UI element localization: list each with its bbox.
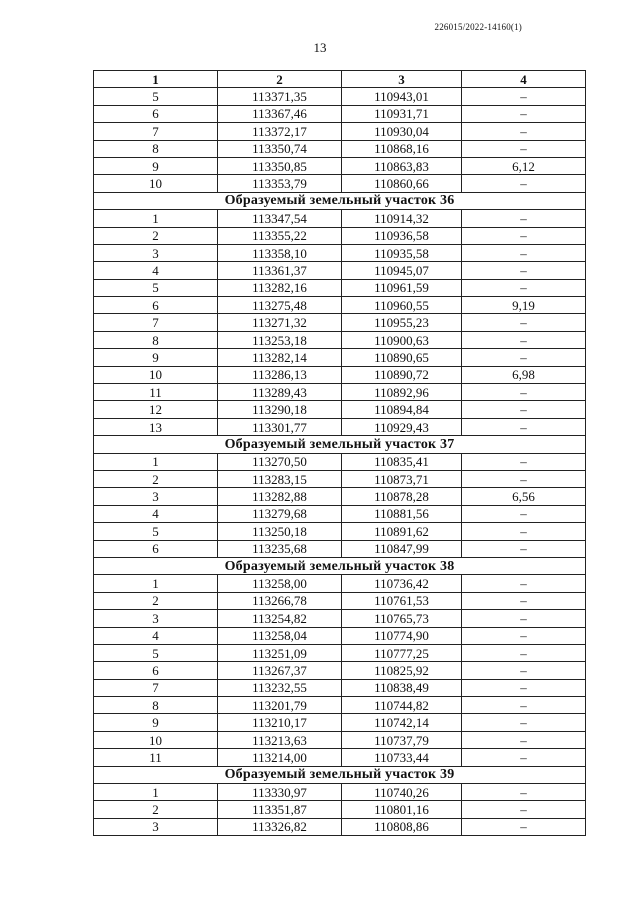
- table-row: [94, 210, 586, 227]
- point-number-cell: 10: [94, 731, 218, 748]
- radius-cell: –: [462, 749, 586, 766]
- y-coordinate-cell: 110765,73: [342, 610, 462, 627]
- table-row: [94, 470, 586, 487]
- point-number-cell: 6: [94, 540, 218, 557]
- table-row: [94, 679, 586, 696]
- radius-cell: –: [462, 453, 586, 470]
- page-number: 13: [313, 40, 327, 55]
- x-coordinate-cell: 113235,68: [218, 540, 342, 557]
- radius-cell: –: [462, 470, 586, 487]
- section-title: Образуемый земельный участок 39: [94, 766, 586, 783]
- table-row: [94, 697, 586, 714]
- radius-cell: –: [462, 662, 586, 679]
- point-number-cell: 5: [94, 644, 218, 661]
- point-number-cell: 1: [94, 575, 218, 592]
- y-coordinate-cell: 110740,26: [342, 784, 462, 801]
- radius-cell: 6,98: [462, 366, 586, 383]
- x-coordinate-cell: 113267,37: [218, 662, 342, 679]
- point-number-cell: 9: [94, 714, 218, 731]
- radius-cell: 9,19: [462, 297, 586, 314]
- radius-cell: –: [462, 262, 586, 279]
- point-number-cell: 6: [94, 105, 218, 122]
- point-number-cell: 11: [94, 384, 218, 401]
- radius-cell: –: [462, 818, 586, 835]
- header-cell-x: 2: [218, 71, 342, 88]
- table-row: [94, 784, 586, 801]
- radius-cell: –: [462, 227, 586, 244]
- point-number-cell: 7: [94, 123, 218, 140]
- table-row: [94, 366, 586, 383]
- y-coordinate-cell: 110744,82: [342, 697, 462, 714]
- point-number-cell: 10: [94, 175, 218, 192]
- y-coordinate-cell: 110808,86: [342, 818, 462, 835]
- point-number-cell: 9: [94, 349, 218, 366]
- point-number-cell: 3: [94, 488, 218, 505]
- table-row: [94, 123, 586, 140]
- point-number-cell: 4: [94, 627, 218, 644]
- point-number-cell: 1: [94, 784, 218, 801]
- section-title-row: [94, 436, 586, 453]
- x-coordinate-cell: 113290,18: [218, 401, 342, 418]
- table-header-row: [94, 71, 586, 88]
- point-number-cell: 8: [94, 331, 218, 348]
- table-row: [94, 505, 586, 522]
- radius-cell: –: [462, 210, 586, 227]
- table-row: [94, 818, 586, 835]
- point-number-cell: 2: [94, 227, 218, 244]
- x-coordinate-cell: 113270,50: [218, 453, 342, 470]
- point-number-cell: 5: [94, 88, 218, 105]
- radius-cell: –: [462, 401, 586, 418]
- table-row: [94, 331, 586, 348]
- x-coordinate-cell: 113301,77: [218, 418, 342, 435]
- y-coordinate-cell: 110891,62: [342, 523, 462, 540]
- radius-cell: –: [462, 610, 586, 627]
- table-row: [94, 297, 586, 314]
- x-coordinate-cell: 113282,16: [218, 279, 342, 296]
- table-row: [94, 418, 586, 435]
- x-coordinate-cell: 113355,22: [218, 227, 342, 244]
- y-coordinate-cell: 110835,41: [342, 453, 462, 470]
- table-row: [94, 488, 586, 505]
- y-coordinate-cell: 110878,28: [342, 488, 462, 505]
- radius-cell: –: [462, 714, 586, 731]
- point-number-cell: 2: [94, 592, 218, 609]
- radius-cell: –: [462, 523, 586, 540]
- x-coordinate-cell: 113271,32: [218, 314, 342, 331]
- radius-cell: –: [462, 314, 586, 331]
- point-number-cell: 3: [94, 610, 218, 627]
- x-coordinate-cell: 113251,09: [218, 644, 342, 661]
- y-coordinate-cell: 110943,01: [342, 88, 462, 105]
- radius-cell: –: [462, 418, 586, 435]
- point-number-cell: 2: [94, 801, 218, 818]
- table-row: [94, 175, 586, 192]
- radius-cell: –: [462, 679, 586, 696]
- point-number-cell: 13: [94, 418, 218, 435]
- point-number-cell: 1: [94, 210, 218, 227]
- table-row: [94, 279, 586, 296]
- x-coordinate-cell: 113283,15: [218, 470, 342, 487]
- header-cell-y: 3: [342, 71, 462, 88]
- table-row: [94, 262, 586, 279]
- x-coordinate-cell: 113367,46: [218, 105, 342, 122]
- point-number-cell: 2: [94, 470, 218, 487]
- radius-cell: –: [462, 105, 586, 122]
- radius-cell: –: [462, 88, 586, 105]
- table-row: [94, 314, 586, 331]
- x-coordinate-cell: 113250,18: [218, 523, 342, 540]
- table-body: [94, 88, 586, 836]
- point-number-cell: 9: [94, 157, 218, 174]
- y-coordinate-cell: 110825,92: [342, 662, 462, 679]
- radius-cell: –: [462, 505, 586, 522]
- table-row: [94, 540, 586, 557]
- coordinates-table: [93, 70, 586, 836]
- table-row: [94, 105, 586, 122]
- table-row: [94, 749, 586, 766]
- table-row: [94, 627, 586, 644]
- radius-cell: –: [462, 540, 586, 557]
- y-coordinate-cell: 110847,99: [342, 540, 462, 557]
- x-coordinate-cell: 113258,00: [218, 575, 342, 592]
- y-coordinate-cell: 110733,44: [342, 749, 462, 766]
- x-coordinate-cell: 113275,48: [218, 297, 342, 314]
- radius-cell: 6,12: [462, 157, 586, 174]
- radius-cell: –: [462, 731, 586, 748]
- y-coordinate-cell: 110868,16: [342, 140, 462, 157]
- point-number-cell: 3: [94, 818, 218, 835]
- radius-cell: –: [462, 384, 586, 401]
- table-row: [94, 714, 586, 731]
- y-coordinate-cell: 110935,58: [342, 244, 462, 261]
- radius-cell: –: [462, 801, 586, 818]
- table-row: [94, 401, 586, 418]
- y-coordinate-cell: 110960,55: [342, 297, 462, 314]
- table-row: [94, 453, 586, 470]
- x-coordinate-cell: 113253,18: [218, 331, 342, 348]
- x-coordinate-cell: 113232,55: [218, 679, 342, 696]
- table-row: [94, 644, 586, 661]
- y-coordinate-cell: 110929,43: [342, 418, 462, 435]
- y-coordinate-cell: 110890,72: [342, 366, 462, 383]
- x-coordinate-cell: 113350,74: [218, 140, 342, 157]
- point-number-cell: 8: [94, 697, 218, 714]
- radius-cell: –: [462, 349, 586, 366]
- point-number-cell: 10: [94, 366, 218, 383]
- x-coordinate-cell: 113266,78: [218, 592, 342, 609]
- radius-cell: –: [462, 644, 586, 661]
- y-coordinate-cell: 110860,66: [342, 175, 462, 192]
- table-row: [94, 140, 586, 157]
- y-coordinate-cell: 110914,32: [342, 210, 462, 227]
- y-coordinate-cell: 110736,42: [342, 575, 462, 592]
- table-row: [94, 523, 586, 540]
- x-coordinate-cell: 113289,43: [218, 384, 342, 401]
- x-coordinate-cell: 113351,87: [218, 801, 342, 818]
- section-title-row: [94, 766, 586, 783]
- point-number-cell: 7: [94, 679, 218, 696]
- x-coordinate-cell: 113258,04: [218, 627, 342, 644]
- radius-cell: –: [462, 140, 586, 157]
- table-row: [94, 801, 586, 818]
- section-title-row: [94, 557, 586, 574]
- x-coordinate-cell: 113358,10: [218, 244, 342, 261]
- point-number-cell: 5: [94, 523, 218, 540]
- x-coordinate-cell: 113201,79: [218, 697, 342, 714]
- table-row: [94, 731, 586, 748]
- x-coordinate-cell: 113361,37: [218, 262, 342, 279]
- table-row: [94, 592, 586, 609]
- radius-cell: –: [462, 331, 586, 348]
- radius-cell: 6,56: [462, 488, 586, 505]
- radius-cell: –: [462, 244, 586, 261]
- x-coordinate-cell: 113213,63: [218, 731, 342, 748]
- section-title: Образуемый земельный участок 36: [94, 192, 586, 209]
- table-row: [94, 610, 586, 627]
- radius-cell: –: [462, 784, 586, 801]
- radius-cell: –: [462, 123, 586, 140]
- y-coordinate-cell: 110945,07: [342, 262, 462, 279]
- radius-cell: –: [462, 697, 586, 714]
- y-coordinate-cell: 110838,49: [342, 679, 462, 696]
- y-coordinate-cell: 110774,90: [342, 627, 462, 644]
- point-number-cell: 3: [94, 244, 218, 261]
- point-number-cell: 4: [94, 505, 218, 522]
- y-coordinate-cell: 110737,79: [342, 731, 462, 748]
- x-coordinate-cell: 113214,00: [218, 749, 342, 766]
- x-coordinate-cell: 113372,17: [218, 123, 342, 140]
- y-coordinate-cell: 110863,83: [342, 157, 462, 174]
- y-coordinate-cell: 110955,23: [342, 314, 462, 331]
- radius-cell: –: [462, 592, 586, 609]
- y-coordinate-cell: 110930,04: [342, 123, 462, 140]
- x-coordinate-cell: 113371,35: [218, 88, 342, 105]
- y-coordinate-cell: 110892,96: [342, 384, 462, 401]
- table-row: [94, 384, 586, 401]
- x-coordinate-cell: 113279,68: [218, 505, 342, 522]
- section-title: Образуемый земельный участок 37: [94, 436, 586, 453]
- y-coordinate-cell: 110936,58: [342, 227, 462, 244]
- header-cell-radius: 4: [462, 71, 586, 88]
- y-coordinate-cell: 110881,56: [342, 505, 462, 522]
- radius-cell: –: [462, 575, 586, 592]
- table-row: [94, 575, 586, 592]
- point-number-cell: 12: [94, 401, 218, 418]
- table-row: [94, 349, 586, 366]
- x-coordinate-cell: 113286,13: [218, 366, 342, 383]
- table-row: [94, 244, 586, 261]
- x-coordinate-cell: 113330,97: [218, 784, 342, 801]
- x-coordinate-cell: 113326,82: [218, 818, 342, 835]
- header-cell-point: 1: [94, 71, 218, 88]
- y-coordinate-cell: 110873,71: [342, 470, 462, 487]
- point-number-cell: 6: [94, 662, 218, 679]
- point-number-cell: 8: [94, 140, 218, 157]
- x-coordinate-cell: 113353,79: [218, 175, 342, 192]
- point-number-cell: 6: [94, 297, 218, 314]
- y-coordinate-cell: 110761,53: [342, 592, 462, 609]
- x-coordinate-cell: 113210,17: [218, 714, 342, 731]
- radius-cell: –: [462, 175, 586, 192]
- radius-cell: –: [462, 279, 586, 296]
- document-number: 226015/2022-14160(1): [434, 22, 522, 32]
- table-row: [94, 157, 586, 174]
- y-coordinate-cell: 110742,14: [342, 714, 462, 731]
- x-coordinate-cell: 113282,14: [218, 349, 342, 366]
- point-number-cell: 7: [94, 314, 218, 331]
- x-coordinate-cell: 113350,85: [218, 157, 342, 174]
- section-title: Образуемый земельный участок 38: [94, 557, 586, 574]
- y-coordinate-cell: 110900,63: [342, 331, 462, 348]
- table-row: [94, 662, 586, 679]
- y-coordinate-cell: 110801,16: [342, 801, 462, 818]
- y-coordinate-cell: 110894,84: [342, 401, 462, 418]
- point-number-cell: 1: [94, 453, 218, 470]
- point-number-cell: 11: [94, 749, 218, 766]
- x-coordinate-cell: 113282,88: [218, 488, 342, 505]
- radius-cell: –: [462, 627, 586, 644]
- y-coordinate-cell: 110890,65: [342, 349, 462, 366]
- point-number-cell: 5: [94, 279, 218, 296]
- y-coordinate-cell: 110961,59: [342, 279, 462, 296]
- x-coordinate-cell: 113347,54: [218, 210, 342, 227]
- y-coordinate-cell: 110931,71: [342, 105, 462, 122]
- table-row: [94, 88, 586, 105]
- table-row: [94, 227, 586, 244]
- y-coordinate-cell: 110777,25: [342, 644, 462, 661]
- point-number-cell: 4: [94, 262, 218, 279]
- x-coordinate-cell: 113254,82: [218, 610, 342, 627]
- section-title-row: [94, 192, 586, 209]
